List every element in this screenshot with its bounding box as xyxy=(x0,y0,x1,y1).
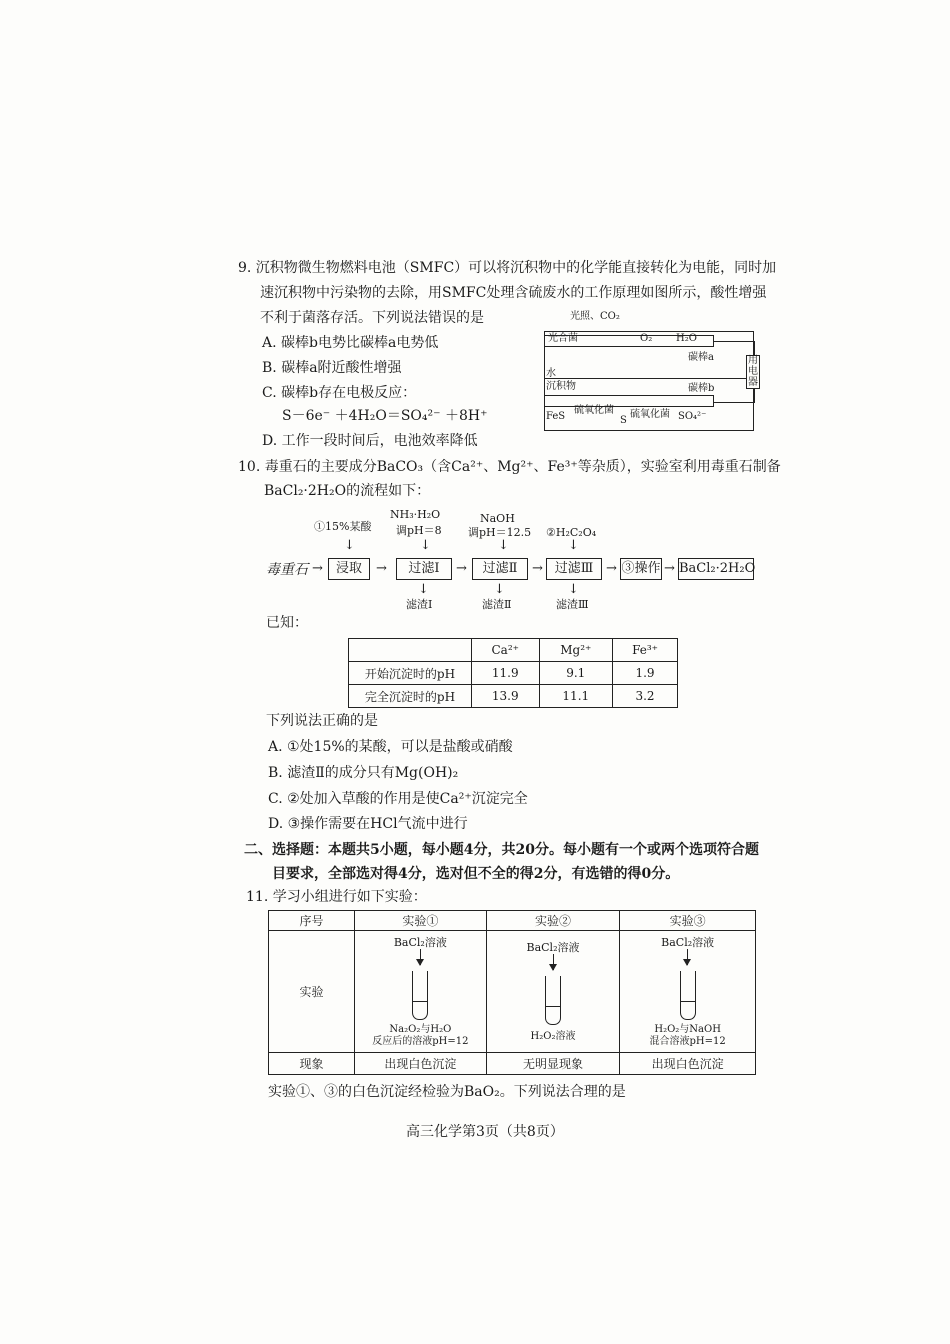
step-filter-2: 过滤Ⅱ xyxy=(472,558,528,580)
reagent-ammonia-ph: 调pH＝8 xyxy=(396,524,442,537)
flow-arrow-0: → xyxy=(312,561,323,576)
sulfur-bacteria-label-1: 硫氧化菌 xyxy=(574,405,614,416)
q9-option-b: B. 碳棒a附近酸性增强 xyxy=(262,360,402,376)
test-tube-icon xyxy=(545,976,561,1025)
q10-option-d: D. ③操作需要在HCl气流中进行 xyxy=(268,816,468,832)
o2-label: O₂ xyxy=(640,333,653,344)
q11-after-text: 实验①、③的白色沉淀经检验为BaO₂。下列说法合理的是 xyxy=(268,1084,626,1100)
ph-header-1: Ca²⁺ xyxy=(472,639,540,662)
exp1-solution-a: Na₂O₂与H₂O xyxy=(389,1023,452,1035)
q9-line3: 不利于菌落存活。下列说法错误的是 xyxy=(260,310,484,326)
flow-start: 毒重石 xyxy=(266,562,308,578)
reagent-naoh: NaOH xyxy=(480,512,515,525)
down-arrow-icon xyxy=(553,954,554,970)
rod-a-label: 碳棒a xyxy=(688,352,714,363)
water-label: 水 xyxy=(546,368,556,379)
down-arrow-w2: ↓ xyxy=(494,582,505,597)
ph-cell: 11.1 xyxy=(539,685,613,708)
reagent-ammonia: NH₃·H₂O xyxy=(390,508,441,521)
q10-known: 已知： xyxy=(266,615,308,631)
step-product: BaCl₂·2H₂O xyxy=(678,558,754,580)
q9-option-c-equation: S－6e⁻ ＋4H₂O＝SO₄²⁻ ＋8H⁺ xyxy=(282,408,488,424)
q10-option-a: A. ①处15%的某酸，可以是盐酸或硝酸 xyxy=(268,739,513,755)
down-arrow-2: ↓ xyxy=(420,538,431,553)
waste-1: 滤渣Ⅰ xyxy=(406,598,433,611)
row-label-experiment: 实验 xyxy=(269,931,355,1053)
ph-cell: 开始沉淀时的pH xyxy=(349,662,472,685)
flow-arrow-5: → xyxy=(664,561,675,576)
reagent-oxalic: ②H₂C₂O₄ xyxy=(546,526,597,539)
ph-header-2: Mg²⁺ xyxy=(539,639,613,662)
exp3-solution-b: 混合溶液pH=12 xyxy=(649,1035,726,1047)
ph-table-header xyxy=(349,639,678,662)
flow-arrow-3: → xyxy=(532,561,543,576)
step-leach: 浸取 xyxy=(328,558,370,580)
q11-line1: 11. 学习小组进行如下实验： xyxy=(246,889,427,905)
waste-2: 滤渣Ⅱ xyxy=(482,598,512,611)
sulfur-bacteria-label-2: 硫氧化菌 xyxy=(630,409,670,420)
q10-line1: 10. 毒重石的主要成分BaCO₃（含Ca²⁺、Mg²⁺、Fe³⁺等杂质），实验室利用毒重石制备 xyxy=(238,459,781,475)
down-arrow-icon xyxy=(687,949,688,965)
exp3-setup xyxy=(620,931,756,1053)
q9-option-d: D. 工作一段时间后，电池效率降低 xyxy=(262,433,478,449)
rod-b-label: 碳棒b xyxy=(688,383,715,394)
header-index: 序号 xyxy=(269,911,355,931)
exp3-solution-a: H₂O₂与NaOH xyxy=(654,1023,721,1035)
flow-arrow-1: → xyxy=(376,561,387,576)
experiment-header-row xyxy=(269,911,756,931)
exp1-reagent: BaCl₂溶液 xyxy=(393,935,447,949)
exp3-reagent: BaCl₂溶液 xyxy=(661,935,715,949)
photo-bacteria-label: 光合菌 xyxy=(548,333,578,344)
experiment-setup-row xyxy=(269,931,756,1053)
q9-option-c: C. 碳棒b存在电极反应： xyxy=(262,385,417,401)
page-footer: 高三化学第3页（共8页） xyxy=(406,1124,564,1140)
test-tube-icon xyxy=(680,971,696,1020)
exp3-observation: 出现白色沉淀 xyxy=(620,1053,756,1075)
ph-cell: 完全沉淀时的pH xyxy=(349,685,472,708)
ph-cell: 11.9 xyxy=(472,662,540,685)
ph-cell: 9.1 xyxy=(539,662,613,685)
q9-option-a: A. 碳棒b电势比碳棒a电势低 xyxy=(262,335,439,351)
light-co2-label: 光照、CO₂ xyxy=(570,311,620,322)
exp2-observation: 无明显现象 xyxy=(486,1053,620,1075)
flow-arrow-4: → xyxy=(606,561,617,576)
table-row xyxy=(349,662,678,685)
row-label-observation: 现象 xyxy=(269,1053,355,1075)
down-arrow-w1: ↓ xyxy=(418,582,429,597)
ph-header-0 xyxy=(349,639,472,662)
ph-header-3: Fe³⁺ xyxy=(613,639,678,662)
so4-label: SO₄²⁻ xyxy=(678,411,707,422)
down-arrow-1: ↓ xyxy=(344,538,355,553)
fes-label: FeS xyxy=(546,411,566,422)
q10-option-b: B. 滤渣Ⅱ的成分只有Mg(OH)₂ xyxy=(268,765,459,781)
ph-table xyxy=(348,638,678,708)
exp1-solution-b: 反应后的溶液pH=12 xyxy=(372,1035,469,1047)
section2-line1: 二、选择题：本题共5小题，每小题4分，共20分。每小题有一个或两个选项符合题 xyxy=(244,842,759,858)
s-label: S xyxy=(620,415,627,426)
experiment-table xyxy=(268,910,756,1075)
smfc-diagram xyxy=(530,311,770,435)
appliance-label: 用电器 xyxy=(748,355,758,388)
q9-line1: 9. 沉积物微生物燃料电池（SMFC）可以将沉积物中的化学能直接转化为电能，同时加 xyxy=(238,260,777,276)
ph-cell: 13.9 xyxy=(472,685,540,708)
reagent-acid: ①15%某酸 xyxy=(314,520,372,533)
step-filter-1: 过滤Ⅰ xyxy=(396,558,452,580)
header-exp2: 实验② xyxy=(486,911,620,931)
down-arrow-icon xyxy=(420,949,421,965)
step-filter-3: 过滤Ⅲ xyxy=(546,558,602,580)
flow-chart xyxy=(262,508,762,618)
exp1-setup xyxy=(355,931,487,1053)
experiment-observation-row xyxy=(269,1053,756,1075)
flow-arrow-2: → xyxy=(456,561,467,576)
down-arrow-4: ↓ xyxy=(568,538,579,553)
exp2-reagent: BaCl₂溶液 xyxy=(526,940,580,954)
q10-line2: BaCl₂·2H₂O的流程如下： xyxy=(264,483,431,499)
h2o-label: H₂O xyxy=(676,333,697,344)
step-operation: ③操作 xyxy=(620,558,662,580)
q9-line2: 速沉积物中污染物的去除，用SMFC处理含硫废水的工作原理如图所示，酸性增强 xyxy=(260,285,767,301)
exp1-observation: 出现白色沉淀 xyxy=(355,1053,487,1075)
down-arrow-3: ↓ xyxy=(498,538,509,553)
table-row xyxy=(349,685,678,708)
rod-b xyxy=(544,395,714,407)
reagent-naoh-ph: 调pH＝12.5 xyxy=(468,526,532,539)
q10-stem: 下列说法正确的是 xyxy=(266,713,378,729)
header-exp3: 实验③ xyxy=(620,911,756,931)
exp2-solution: H₂O₂溶液 xyxy=(530,1030,576,1042)
test-tube-icon xyxy=(412,971,428,1020)
exp2-setup xyxy=(486,931,620,1053)
down-arrow-w3: ↓ xyxy=(568,582,579,597)
ph-cell: 1.9 xyxy=(613,662,678,685)
header-exp1: 实验① xyxy=(355,911,487,931)
q10-option-c: C. ②处加入草酸的作用是使Ca²⁺沉淀完全 xyxy=(268,791,528,807)
section2-line2: 目要求，全部选对得4分，选对但不全的得2分，有选错的得0分。 xyxy=(272,866,680,882)
ph-cell: 3.2 xyxy=(613,685,678,708)
sediment-label: 沉积物 xyxy=(546,381,576,392)
waste-3: 滤渣Ⅲ xyxy=(556,598,589,611)
